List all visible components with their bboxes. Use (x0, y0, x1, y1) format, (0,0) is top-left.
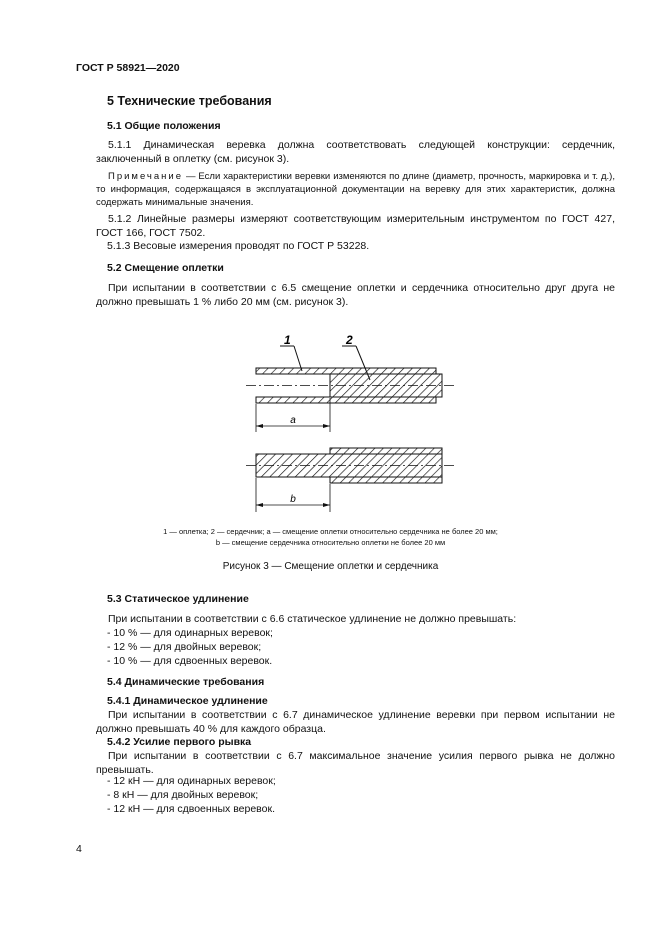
page-number: 4 (76, 843, 82, 855)
note-label: Примечание (108, 171, 183, 182)
figure-3-diagram (240, 328, 460, 518)
section-title: 5 Технические требования (107, 94, 272, 108)
label-1: 1 (284, 333, 291, 347)
figure-legend-line-2: b — смещение сердечника относительно оплетки не более 20 мм (215, 538, 446, 547)
dim-b-arrow-right (323, 503, 330, 507)
rope-top (246, 368, 454, 432)
subsection-title-5-4: 5.4 Динамические требования (107, 676, 265, 688)
dim-a-arrow-right (323, 424, 330, 428)
dim-a-label: a (290, 415, 296, 426)
paragraph-5-4-2: При испытании в соответствии с 6.7 максимальное значение усилия первого рывка не должно превышать. (96, 750, 615, 776)
subsection-title-5-3: 5.3 Статическое удлинение (107, 593, 249, 605)
figure-legend-line-1: 1 — оплетка; 2 — сердечник; a — смещение оплетки относительно сердечника не более 20 мм; (163, 527, 498, 536)
paragraph-5-2: При испытании в соответствии с 6.5 смещение оплетки и сердечника относительно друг друга не должно превышать 1 % либо 20 мм (см. рисунок 3). (96, 282, 615, 308)
list-item: - 12 % — для двойных веревок; (107, 641, 262, 653)
list-item: - 10 % — для одинарных веревок; (107, 627, 273, 639)
note (96, 170, 615, 209)
dim-b-arrow-left (256, 503, 263, 507)
list-item: - 10 % — для сдвоенных веревок. (107, 655, 273, 667)
paragraph-5-1-3: 5.1.3 Весовые измерения проводят по ГОСТ Р 53228. (107, 240, 370, 252)
paragraph-5-1-1: 5.1.1 Динамическая веревка должна соответствовать следующей конструкции: сердечник, заключенный в оплетку (см. рисунок 3). (96, 139, 615, 165)
subsection-title-5-4-1: 5.4.1 Динамическое удлинение (107, 695, 268, 707)
list-item: - 8 кН — для двойных веревок; (107, 789, 259, 801)
braid-top-wall-upper (256, 368, 436, 374)
subsection-title-5-1: 5.1 Общие положения (107, 120, 221, 132)
note-text: — Если характеристики веревки изменяются по длине (диаметр, прочность, маркировка и т. д.), то информация, содержащаяся в эксплуатационной документации на веревку для этих характеристик, должна содержать минимальные значения. (96, 171, 615, 208)
label-1-leader (294, 346, 302, 371)
braid-bottom-wall-lower (330, 477, 442, 483)
braid-top-wall-lower (256, 397, 436, 403)
subsection-title-5-4-2: 5.4.2 Усилие первого рывка (107, 736, 252, 748)
paragraph-5-1-2: 5.1.2 Линейные размеры измеряют соответствующим измерительным инструментом по ГОСТ 427, ГОСТ 166, ГОСТ 7502. (96, 213, 615, 239)
paragraph-5-4-1: При испытании в соответствии с 6.7 динамическое удлинение веревки при первом испытании не должно превышать 40 % для каждого образца. (96, 709, 615, 735)
paragraph-5-3: При испытании в соответствии с 6.6 статическое удлинение не должно превышать: (108, 613, 517, 625)
braid-bottom-wall-upper (330, 448, 442, 454)
label-2: 2 (346, 333, 353, 347)
dim-a-arrow-left (256, 424, 263, 428)
figure-caption: Рисунок 3 — Смещение оплетки и сердечника (222, 561, 439, 572)
subsection-title-5-2: 5.2 Смещение оплетки (107, 262, 224, 274)
rope-bottom (246, 448, 454, 512)
list-item: - 12 кН — для сдвоенных веревок. (107, 803, 275, 815)
document-code: ГОСТ Р 58921—2020 (76, 62, 180, 74)
dim-b-label: b (290, 494, 296, 505)
list-item: - 12 кН — для одинарных веревок; (107, 775, 276, 787)
